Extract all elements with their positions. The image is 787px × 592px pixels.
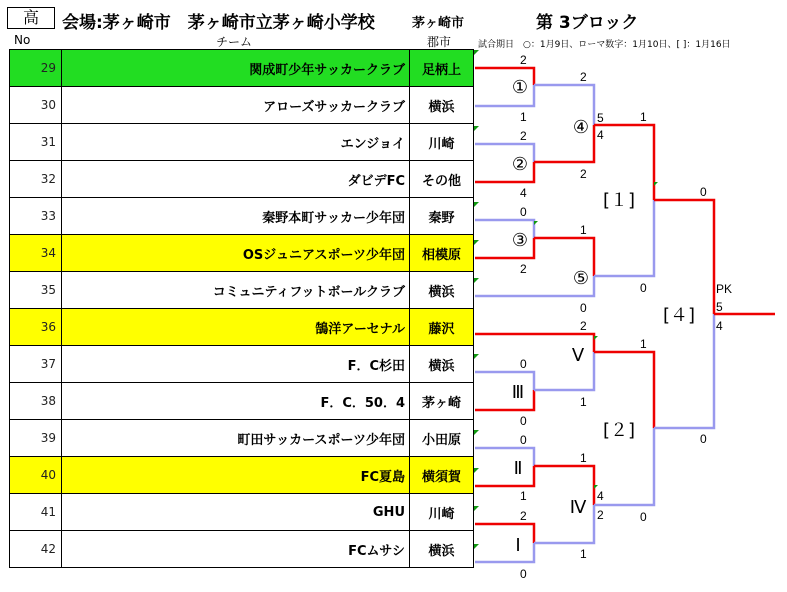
- schedule-legend: 試合期日 ○：1月9日、ローマ数字：1月10日、[ ]：1月16日: [478, 40, 731, 50]
- team-city: 足柄上: [410, 50, 474, 87]
- team-city: 相模原: [410, 235, 474, 272]
- score: 0: [520, 205, 527, 219]
- score: 4: [597, 128, 604, 142]
- score: 4: [716, 319, 723, 333]
- team-name: FC夏島: [62, 457, 410, 494]
- team-name: アローズサッカークラブ: [62, 87, 410, 124]
- score: 2: [520, 129, 527, 143]
- team-name: OSジュニアスポーツ少年団: [62, 235, 410, 272]
- team-city: その他: [410, 161, 474, 198]
- team-no: 41: [10, 494, 62, 531]
- team-no: 34: [10, 235, 62, 272]
- score: 0: [520, 567, 527, 581]
- team-name: GHU: [62, 494, 410, 531]
- score: 2: [520, 509, 527, 523]
- match-label: [２]: [602, 420, 636, 441]
- block-title: 第 3ブロック: [536, 13, 639, 33]
- team-name: FCムサシ: [62, 531, 410, 568]
- team-name: 秦野本町サッカー少年団: [62, 198, 410, 235]
- column-header-city: 郡市: [427, 35, 452, 49]
- match-label: Ⅲ: [511, 382, 525, 403]
- team-no: 39: [10, 420, 62, 457]
- team-name: 町田サッカースポーツ少年団: [62, 420, 410, 457]
- score: 1: [580, 547, 587, 561]
- score: 2: [580, 319, 587, 333]
- score: 5: [716, 300, 723, 314]
- match-label: Ⅳ: [569, 497, 587, 518]
- score: 2: [520, 262, 527, 276]
- bracket-line: [654, 314, 714, 428]
- column-header-team: チーム: [216, 35, 253, 49]
- team-city: 横浜: [410, 531, 474, 568]
- score: 1: [520, 110, 527, 124]
- bracket-line: [475, 524, 534, 543]
- score: 5: [597, 111, 604, 125]
- match-label: ③: [511, 230, 529, 251]
- team-city: 茅ヶ崎: [410, 383, 474, 420]
- bracket-line: [594, 200, 654, 276]
- score: 0: [520, 414, 527, 428]
- team-no: 29: [10, 50, 62, 87]
- score: 1: [520, 489, 527, 503]
- team-name: エンジョイ: [62, 124, 410, 161]
- team-city: 横浜: [410, 272, 474, 309]
- team-name: F．C杉田: [62, 346, 410, 383]
- team-city: 藤沢: [410, 309, 474, 346]
- score: 0: [700, 185, 707, 199]
- score: 2: [580, 70, 587, 84]
- match-label: Ⅴ: [571, 345, 585, 366]
- score: 0: [580, 301, 587, 315]
- score: 0: [640, 510, 647, 524]
- match-label: Ⅱ: [513, 458, 523, 479]
- match-label: ②: [511, 154, 529, 175]
- team-no: 38: [10, 383, 62, 420]
- match-label: ⑤: [572, 268, 590, 289]
- team-name: 関成町少年サッカークラブ: [62, 50, 410, 87]
- bracket-line: [475, 390, 534, 410]
- score: 0: [640, 281, 647, 295]
- score: 0: [520, 433, 527, 447]
- bracket-line: [475, 543, 534, 562]
- team-city: 川崎: [410, 124, 474, 161]
- score: 4: [520, 186, 527, 200]
- score: 0: [700, 432, 707, 446]
- venue-city: 茅ヶ崎市: [412, 16, 465, 31]
- team-no: 40: [10, 457, 62, 494]
- match-label: Ⅰ: [515, 535, 521, 556]
- team-city: 秦野: [410, 198, 474, 235]
- team-city: 横須賀: [410, 457, 474, 494]
- pk-label: PK: [716, 282, 733, 296]
- venue-title: 会場:茅ヶ崎市 茅ヶ崎市立茅ヶ崎小学校: [62, 13, 375, 33]
- bracket-line: [654, 200, 714, 314]
- score: 1: [640, 110, 647, 124]
- bracket-line: [475, 448, 534, 466]
- team-no: 32: [10, 161, 62, 198]
- match-label: ①: [511, 77, 529, 98]
- team-city: 横浜: [410, 346, 474, 383]
- team-city: 川崎: [410, 494, 474, 531]
- bracket-line: [475, 466, 534, 486]
- team-no: 37: [10, 346, 62, 383]
- match-label: ④: [572, 117, 590, 138]
- team-name: ダビデFC: [62, 161, 410, 198]
- column-header-no: No: [14, 33, 31, 47]
- team-no: 36: [10, 309, 62, 346]
- team-city: 横浜: [410, 87, 474, 124]
- team-no: 35: [10, 272, 62, 309]
- team-name: F．C．50．4: [62, 383, 410, 420]
- team-no: 30: [10, 87, 62, 124]
- score: 0: [520, 357, 527, 371]
- bracket-line: [475, 372, 534, 390]
- score: 4: [597, 489, 604, 503]
- bracket-line: [594, 352, 654, 428]
- bracket-line: [534, 352, 594, 390]
- score: 1: [580, 223, 587, 237]
- score: 2: [580, 167, 587, 181]
- team-name: コミュニティフットボールクラブ: [62, 272, 410, 309]
- score: 1: [640, 337, 647, 351]
- score: 1: [580, 451, 587, 465]
- score: 1: [580, 395, 587, 409]
- grade-label: 高: [7, 7, 55, 29]
- team-no: 33: [10, 198, 62, 235]
- team-no: 42: [10, 531, 62, 568]
- match-label: [１]: [602, 190, 636, 211]
- team-no: 31: [10, 124, 62, 161]
- match-label: [４]: [662, 305, 696, 326]
- team-name: 鵠洋アーセナル: [62, 309, 410, 346]
- score: 2: [597, 508, 604, 522]
- team-city: 小田原: [410, 420, 474, 457]
- score: 2: [520, 53, 527, 67]
